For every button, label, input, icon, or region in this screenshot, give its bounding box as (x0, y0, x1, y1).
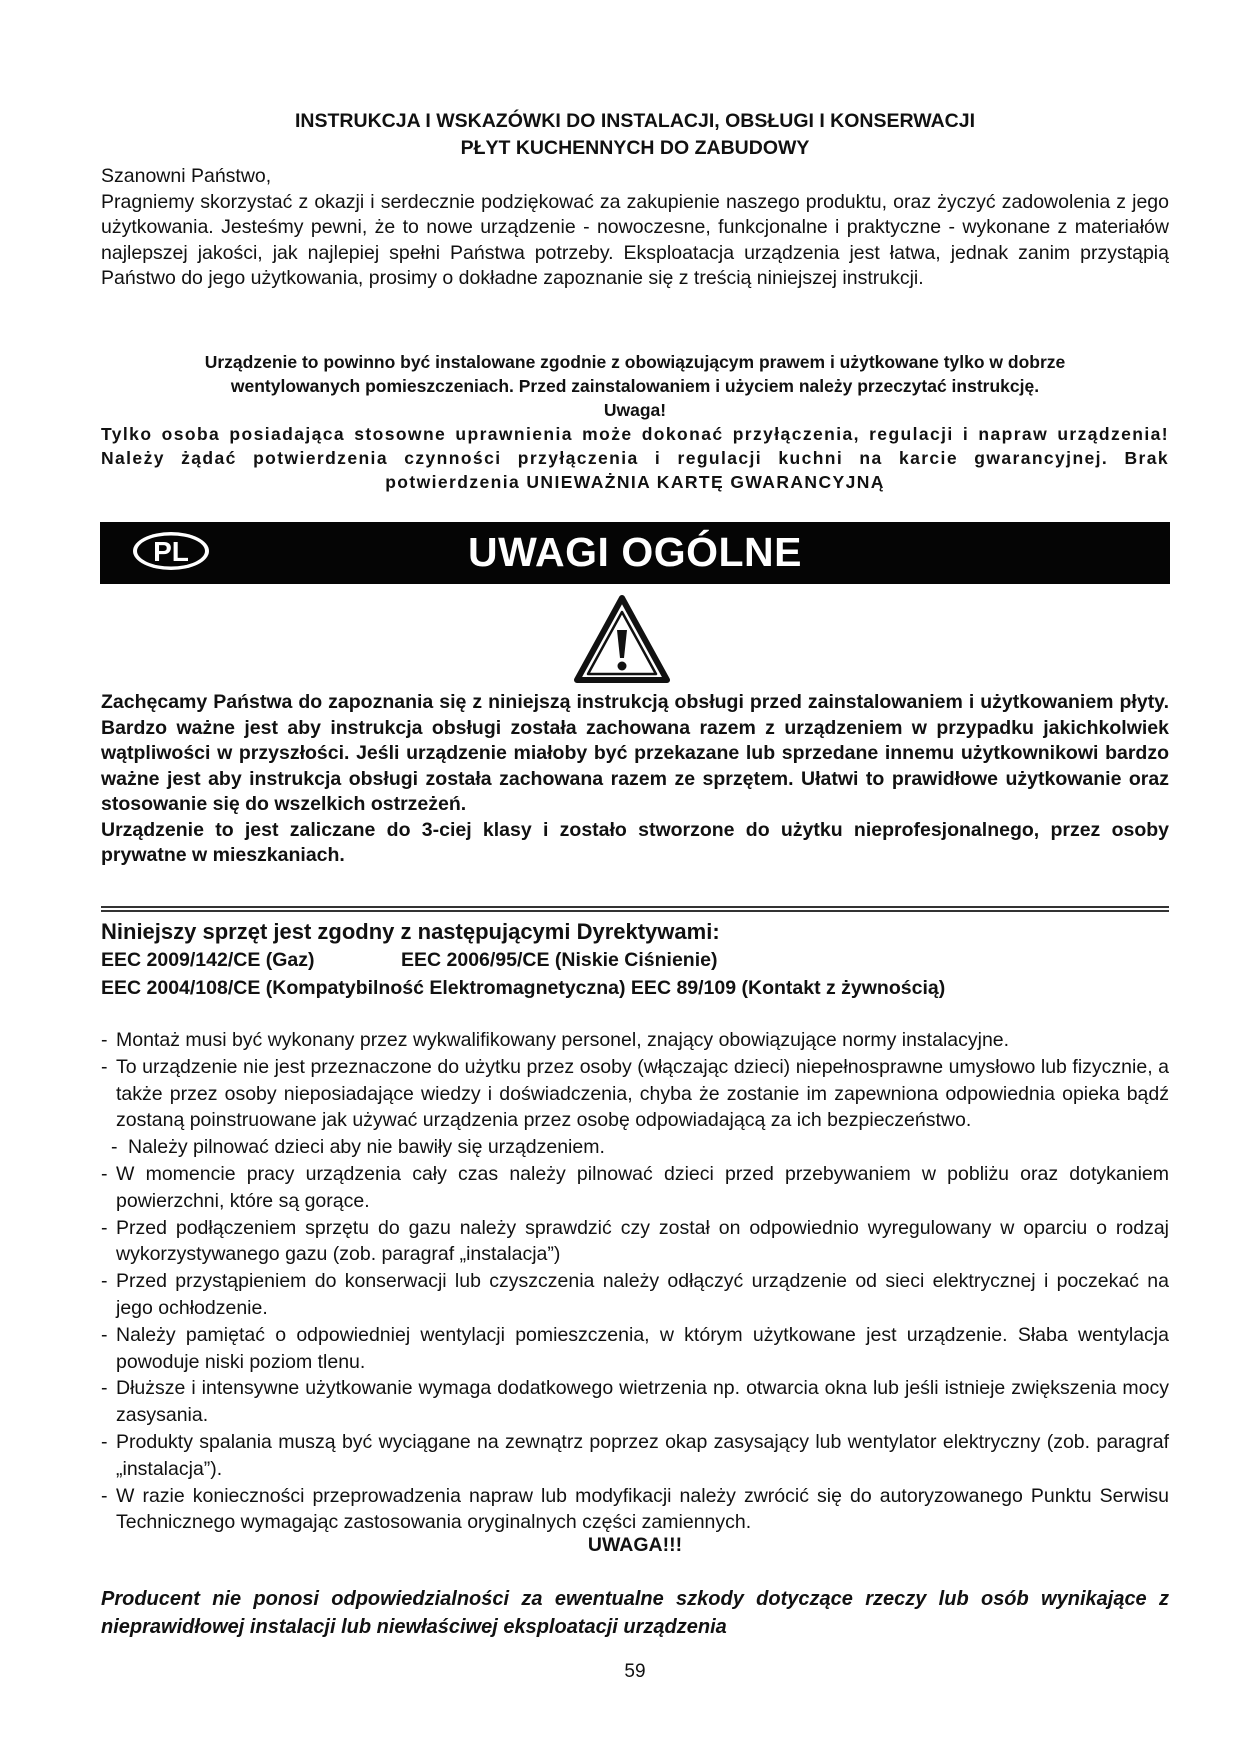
liability-disclaimer (101, 1585, 1169, 1641)
divider-rule-bottom (101, 910, 1169, 912)
list-item: - To urządzenie nie jest przeznaczone do użytku przez osoby (włączając dzieci) niepełnosprawne umysłowo lub fizycznie, a także przez osoby nieposiadające wiedzy i doświadczenia, chyba że zostanie im zapewniona odpowiednia opieka bądź zostaną poinstruowane jak używać urządzenia przez osobę odpowiadającą za ich bezpieczeństwo. (101, 1055, 1169, 1132)
general-notes (101, 690, 1169, 869)
banner-title: UWAGI OGÓLNE (468, 529, 802, 575)
install-warning-line-1: Urządzenie to powinno być instalowane zgodnie z obowiązującym prawem i użytkowane tylko w dobrze (204, 352, 1066, 372)
list-item: - Przed podłączeniem sprzętu do gazu należy sprawdzić czy został on odpowiednio wyregulowany w oparciu o rodzaj wykorzystywanego gazu (zob. paragraf „instalacja”) (101, 1216, 1169, 1266)
title-line-2: PŁYT KUCHENNYCH DO ZABUDOWY (460, 137, 810, 159)
intro-paragraph: Pragniemy skorzystać z okazji i serdecznie podziękować za zakupienie naszego produktu, oraz życzyć zadowolenia z jego użytkowania. Jesteśmy pewni, że to nowe urządzenie - nowoczesne, funkcjonalne i praktyczne - wykonane z materiałów najlepszej jakości, jak najlepiej spełni Państwa potrzeby. Eksploatacja urządzenia jest łatwa, jednak zanim przystąpią Państwo do jego użytkowania, prosimy o dokładne zapoznanie się z treścią niniejszej instrukcji. (101, 190, 1169, 289)
list-item: - Należy pilnować dzieci aby nie bawiły się urządzeniem. (111, 1136, 605, 1159)
final-warning-label: UWAGA!!! (587, 1534, 683, 1556)
directives-line-2: EEC 2004/108/CE (Kompatybilność Elektromagnetyczna) EEC 89/109 (Kontakt z żywnością) (101, 977, 946, 999)
authorization-warning: Tylko osoba posiadająca stosowne uprawnienia może dokonać przyłączenia, regulacji i napraw urządzenia! Należy żądać potwierdzenia czynności przyłączenia i regulacji kuchni na karcie gwarancyjnej. Brak potwierdzenia UNIEWAŻNIA KARTĘ GWARANCYJNĄ (101, 424, 1169, 492)
directive-gas: EEC 2009/142/CE (Gaz) (101, 949, 315, 971)
directives-heading: Niniejszy sprzęt jest zgodny z następującymi Dyrektywami: (101, 919, 720, 944)
list-item: - Należy pamiętać o odpowiedniej wentylacji pomieszczenia, w którym użytkowane jest urządzenie. Słaba wentylacja powoduje niski poziom tlenu. (101, 1323, 1169, 1373)
directives-line-1 (101, 946, 1169, 974)
directive-low-voltage: EEC 2006/95/CE (Niskie Ciśnienie) (401, 949, 718, 971)
intro-section (101, 164, 1169, 292)
list-item: - Dłuższe i intensywne użytkowanie wymaga dodatkowego wietrzenia np. otwarcia okna lub jeśli istnieje zwiększenia mocy zasysania. (101, 1377, 1169, 1427)
title-line-1: INSTRUKCJA I WSKAZÓWKI DO INSTALACJI, OBSŁUGI I KONSERWACJI (295, 110, 975, 132)
directives-section (101, 917, 1169, 1002)
safety-list (101, 1027, 1169, 1536)
general-paragraph-1: Zachęcamy Państwa do zapoznania się z niniejszą instrukcją obsługi przed zainstalowaniem i użytkowaniem płyty. Bardzo ważne jest aby instrukcja obsługi została zachowana razem z urządzeniem w przypadku jakichkolwiek wątpliwości w przyszłości. Jeśli urządzenie miałoby być przekazane lub sprzedane innemu użytkownikowi bardzo ważne jest aby instrukcja obsługi została zachowana razem ze sprzętem. Ułatwi to prawidłowe użytkowanie oraz stosowanie się do wszelkich ostrzeżeń. (101, 691, 1169, 815)
general-paragraph-2: Urządzenie to jest zaliczane do 3-ciej klasy i zostało stworzone do użytku nieprofesjonalnego, przez osoby prywatne w mieszkaniach. (101, 818, 1169, 866)
list-item: - Montaż musi być wykonany przez wykwalifikowany personel, znający obowiązujące normy instalacyjne. (101, 1029, 1010, 1051)
disclaimer-text: Producent nie ponosi odpowiedzialności za ewentualne szkody dotyczące rzeczy lub osób wynikające z nieprawidłowej instalacji lub niewłaściwej eksploatacji urządzenia (101, 1588, 1169, 1638)
installation-warning (101, 350, 1169, 494)
page-number: 59 (624, 1661, 646, 1682)
pl-badge-text: PL (153, 536, 189, 567)
install-warning-line-2: wentylowanych pomieszczeniach. Przed zainstalowaniem i użyciem należy przeczytać instrukcję. (230, 376, 1040, 396)
document-title (101, 108, 1169, 162)
list-item: - W razie konieczności przeprowadzenia napraw lub modyfikacji należy zwrócić się do autoryzowanego Punktu Serwisu Technicznego wymagając zastosowania oryginalnych części zamiennych. (101, 1484, 1169, 1534)
section-banner (100, 522, 1170, 584)
list-item: - Produkty spalania muszą być wyciągane na zewnątrz poprzez okap zasysający lub wentylator elektryczny (zob. paragraf „instalacja”). (101, 1430, 1169, 1480)
uwaga-label: Uwaga! (603, 400, 667, 420)
greeting: Szanowni Państwo, (101, 165, 272, 187)
list-item: - Przed przystąpieniem do konserwacji lub czyszczenia należy odłączyć urządzenie od sieci elektrycznej i poczekać na jego ochłodzenie. (101, 1270, 1169, 1319)
warning-triangle-icon (573, 594, 671, 684)
divider-rule-top (101, 906, 1169, 908)
list-item: - W momencie pracy urządzenia cały czas należy pilnować dzieci przed przebywaniem w pobliżu oraz dotykaniem powierzchni, które są gorące. (101, 1162, 1169, 1212)
